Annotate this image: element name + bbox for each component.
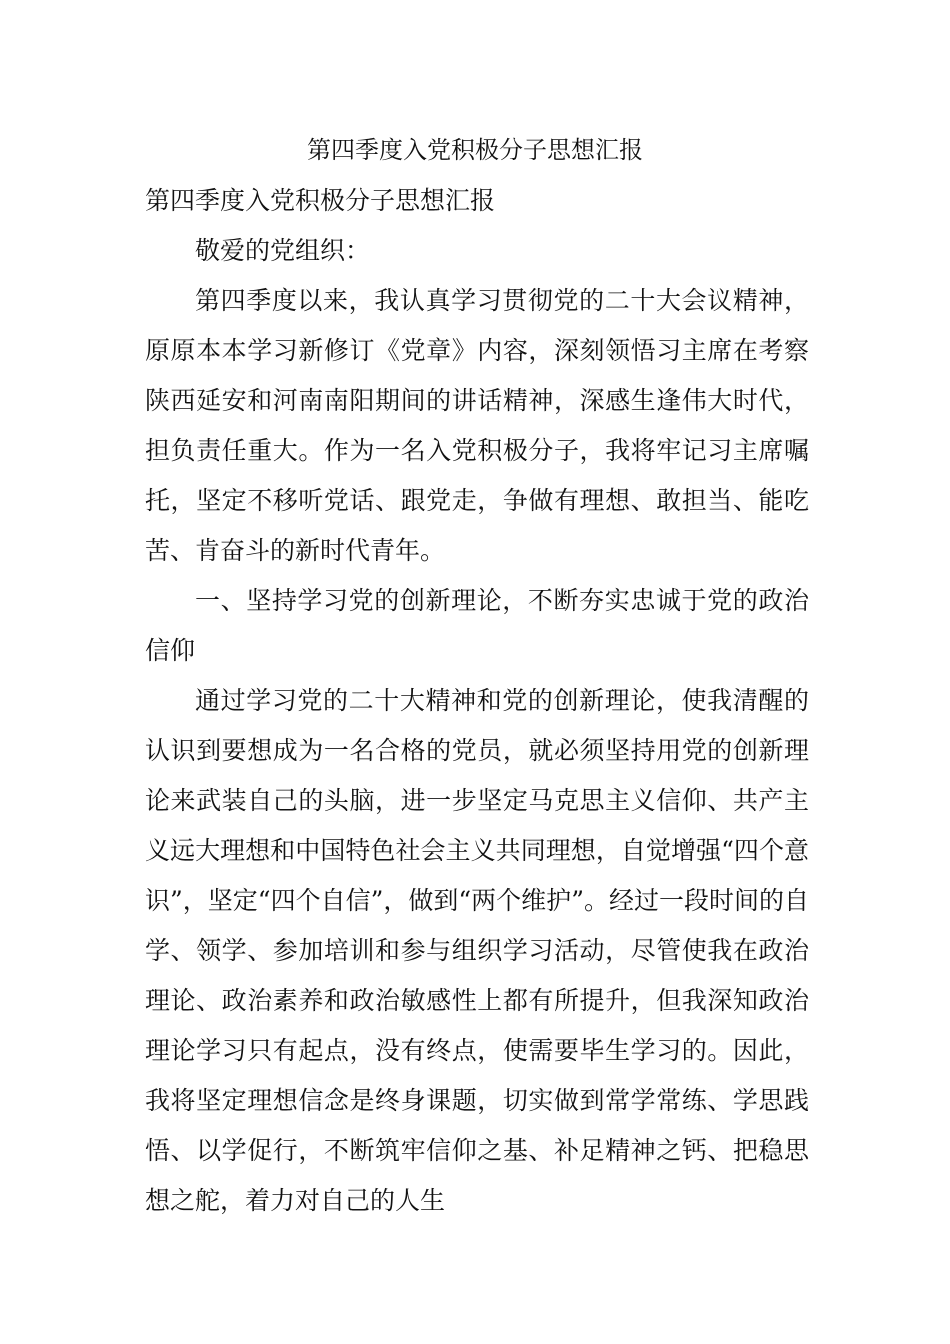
intro-paragraph: 第四季度以来，我认真学习贯彻党的二十大会议精神，原原本本学习新修订《党章》内容，深刻领悟习主席在考察陕西延安和河南南阳期间的讲话精神，深感生逢伟大时代，担负责任重大。作为一名入党积极分子，我将牢记习主席嘱托，坚定不移听党话、跟党走，争做有理想、敢担当、能吃苦、肯奋斗的新时代青年。 <box>145 286 809 565</box>
document-body <box>145 176 809 1226</box>
section-1-paragraph: 通过学习党的二十大精神和党的创新理论，使我清醒的认识到要想成为一名合格的党员，就必须坚持用党的创新理论来武装自己的头脑，进一步坚定马克思主义信仰、共产主义远大理想和中国特色社会主义共同理想，自觉增强“四个意识”，坚定“四个自信”，做到“两个维护”。经过一段时间的自学、领学、参加培训和参与组织学习活动，尽管使我在政治理论、政治素养和政治敏感性上都有所提升，但我深知政治理论学习只有起点，没有终点，使需要毕生学习的。因此，我将坚定理想信念是终身课题，切实做到常学常练、学思践悟、以学促行，不断筑牢信仰之基、补足精神之钙、把稳思想之舵，着力对自己的人生 <box>145 686 809 1215</box>
salutation: 敬爱的党组织： <box>195 236 371 265</box>
document-title: 第四季度入党积极分子思想汇报 <box>307 136 643 164</box>
section-heading-1: 一、坚持学习党的创新理论，不断夯实忠诚于党的政治信仰 <box>145 586 809 665</box>
repeated-title-line: 第四季度入党积极分子思想汇报 <box>145 186 496 215</box>
